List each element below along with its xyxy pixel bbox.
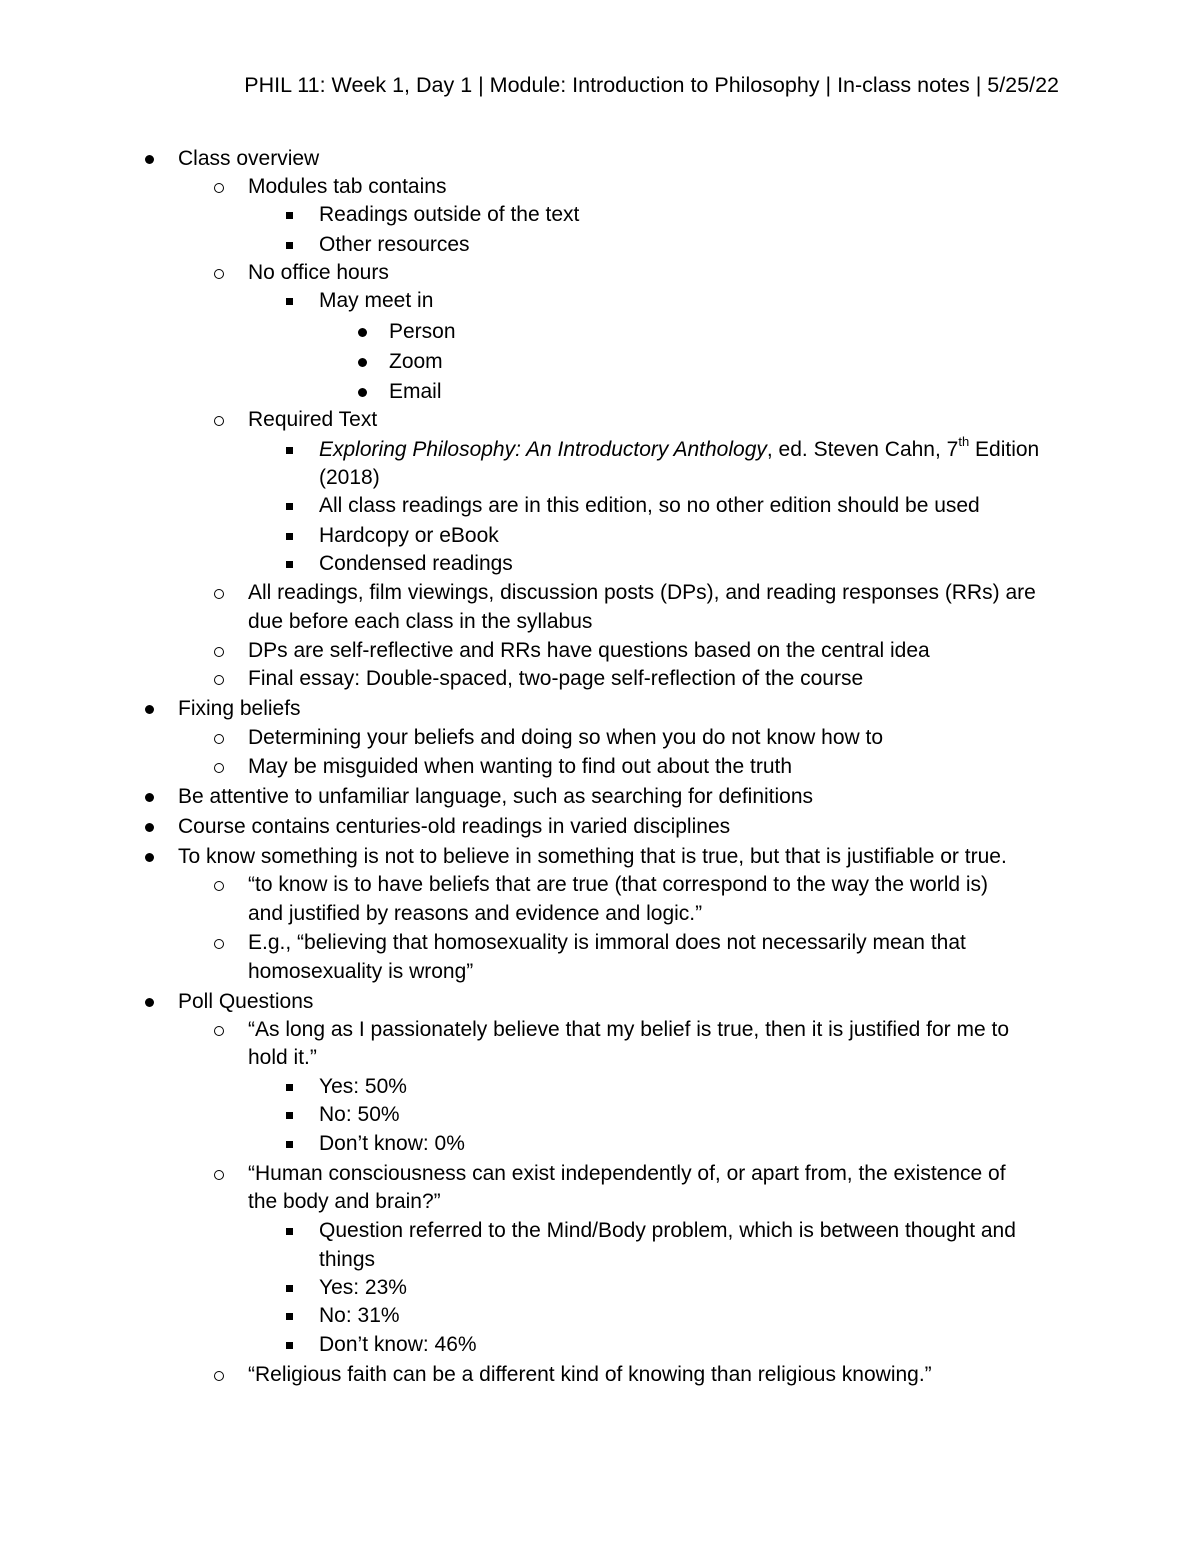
square-bullet-icon <box>286 549 293 579</box>
page-header: PHIL 11: Week 1, Day 1 | Module: Introduction to Philosophy | In-class notes | 5/25/22 <box>244 73 1059 97</box>
circle-bullet-icon <box>214 870 226 900</box>
circle-bullet-icon <box>214 752 226 782</box>
circle-bullet-icon <box>214 578 226 608</box>
square-bullet-icon <box>286 435 293 465</box>
square-bullet-icon <box>286 286 293 316</box>
circle-bullet-icon <box>214 664 226 694</box>
circle-bullet-icon <box>214 1159 226 1189</box>
square-bullet-icon <box>286 230 293 260</box>
square-bullet-icon <box>286 200 293 230</box>
square-bullet-icon <box>286 491 293 521</box>
circle-bullet-icon <box>214 1360 226 1390</box>
square-bullet-icon <box>286 1072 293 1102</box>
circle-bullet-icon <box>214 172 226 202</box>
circle-bullet-icon <box>214 636 226 666</box>
square-bullet-icon <box>286 1330 293 1360</box>
square-bullet-icon <box>286 1129 293 1159</box>
square-bullet-icon <box>286 521 293 551</box>
circle-bullet-icon <box>214 1015 226 1045</box>
bullet-icon <box>358 377 367 407</box>
bullet-icon <box>145 812 154 842</box>
bullet-icon <box>358 317 367 347</box>
circle-bullet-icon <box>214 723 226 753</box>
bullet-icon <box>145 694 154 724</box>
circle-bullet-icon <box>214 258 226 288</box>
square-bullet-icon <box>286 1100 293 1130</box>
circle-bullet-icon <box>214 405 226 435</box>
square-bullet-icon <box>286 1301 293 1331</box>
bullet-icon <box>358 347 367 377</box>
bullet-icon <box>145 782 154 812</box>
bullet-icon <box>145 987 154 1017</box>
book-title: Exploring Philosophy: An Introductory Anthology <box>319 438 767 461</box>
square-bullet-icon <box>286 1216 293 1246</box>
square-bullet-icon <box>286 1273 293 1303</box>
circle-bullet-icon <box>214 928 226 958</box>
bullet-icon <box>145 842 154 872</box>
bullet-icon <box>145 144 154 174</box>
